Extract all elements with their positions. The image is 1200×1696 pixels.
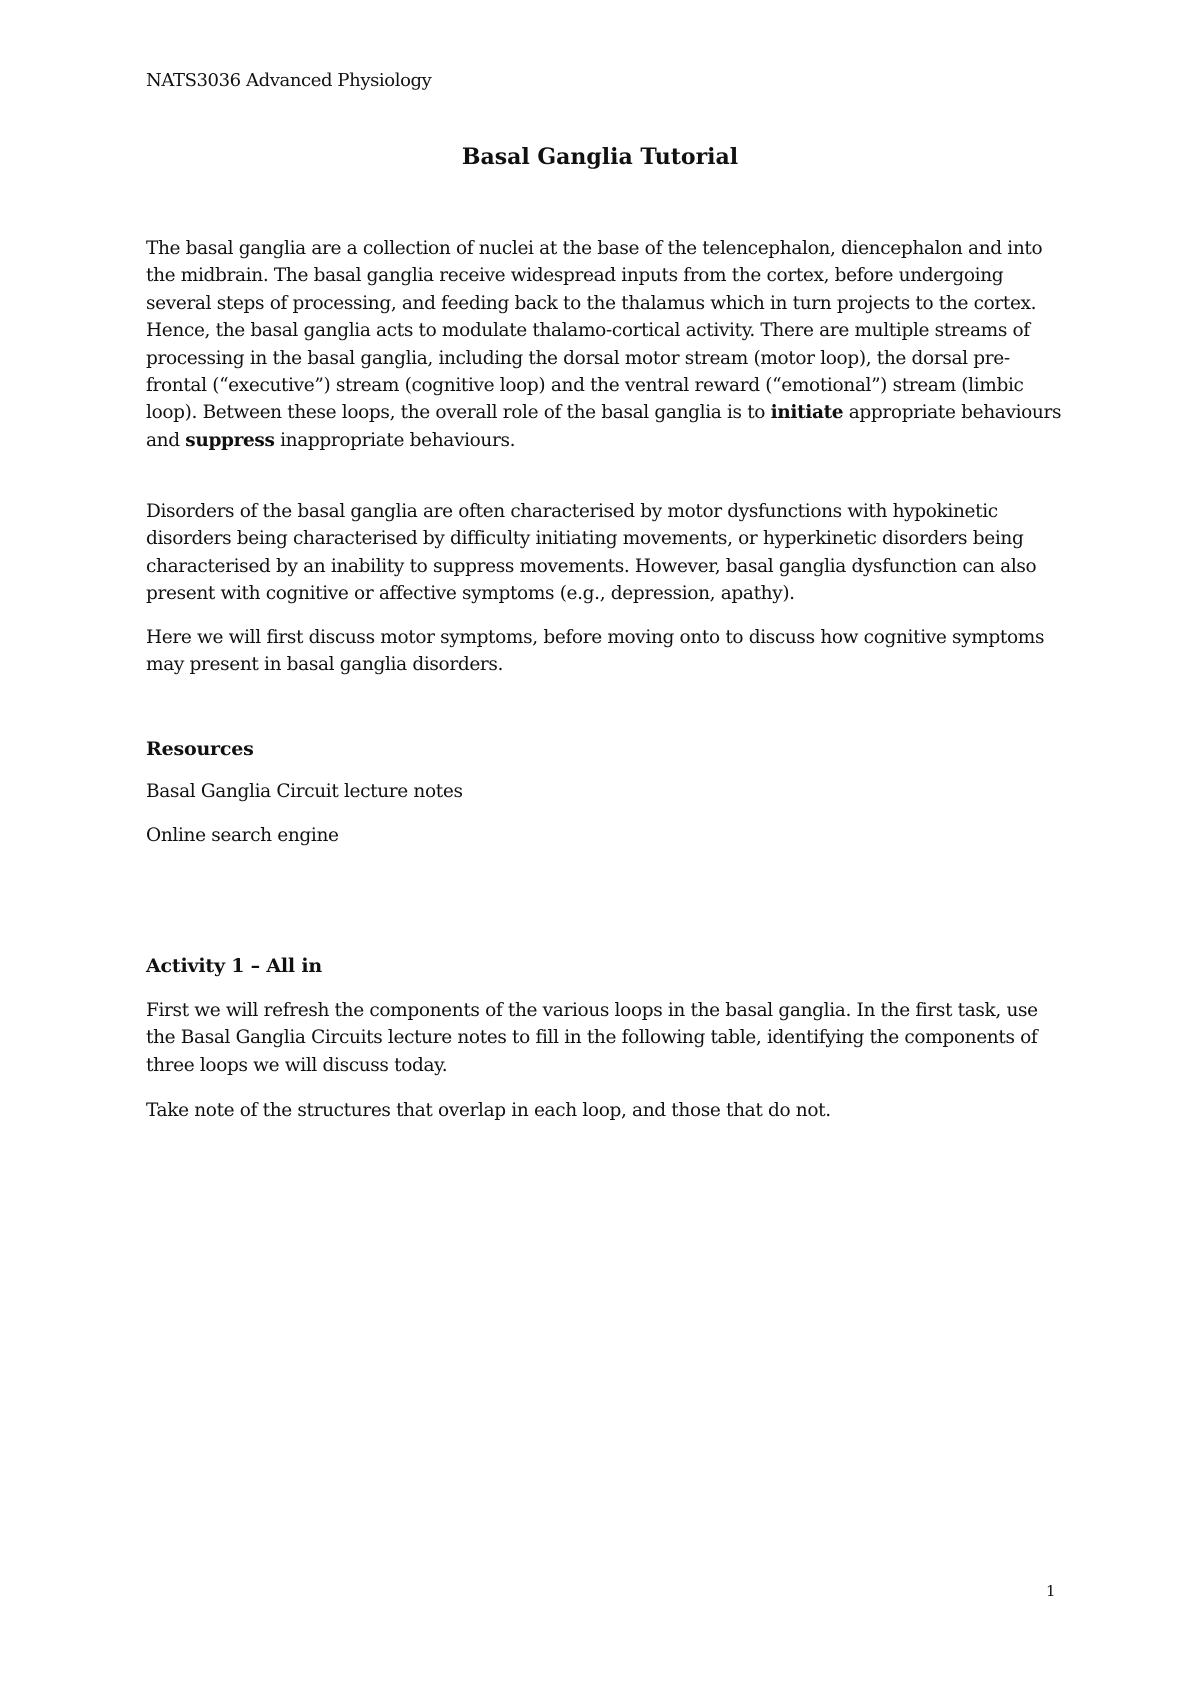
activity1-instructions: First we will refresh the components of the various loops in the basal ganglia. In the first task, use the Basal Ganglia Circuits lecture notes to fill in the following table, identifying the components of three loops we will discuss today. [146, 1000, 1038, 1076]
intro-text-part2: appropriate behaviours and [146, 402, 1062, 451]
disorders-paragraph: Disorders of the basal ganglia are often characterised by motor dysfunctions with hypokinetic disorders being characterised by difficulty initiating movements, or hyperkinetic disorders being characterised by an inability to suppress movements. However, basal ganglia dysfunction can also present with cognitive or affective symptoms (e.g., depression, apathy). [146, 501, 1037, 605]
intro-paragraph [146, 235, 1066, 454]
page-number: 1 [1046, 1582, 1056, 1600]
resources-heading: Resources [146, 738, 254, 760]
intro-bold-initiate: initiate [770, 402, 844, 424]
document-title: Basal Ganglia Tutorial [461, 144, 739, 170]
intro-text-part3: inappropriate behaviours. [274, 429, 516, 451]
intro-bold-suppress: suppress [185, 429, 275, 451]
resource-item: Online search engine [146, 825, 339, 846]
overview-paragraph: Here we will first discuss motor symptoms, before moving onto to discuss how cognitive symptoms may present in basal ganglia disorders. [146, 627, 1045, 676]
activity1-note: Take note of the structures that overlap in each loop, and those that do not. [146, 1100, 831, 1121]
activity1-heading: Activity 1 – All in [146, 955, 322, 977]
resource-item: Basal Ganglia Circuit lecture notes [146, 781, 463, 802]
intro-text-part1: The basal ganglia are a collection of nuclei at the base of the telencephalon, diencephalon and into the midbrain. The basal ganglia receive widespread inputs from the cortex, before undergoing several steps of processing, and feeding back to the thalamus which in turn projects to the cortex. Hence, the basal ganglia acts to modulate thalamo-cortical activity. There are multiple streams of processing in the basal ganglia, including the dorsal motor stream (motor loop), the dorsal pre-frontal (“executive”) stream (cognitive loop) and the ventral reward (“emotional”) stream (limbic loop). Between these loops, the overall role of the basal ganglia is to [146, 238, 1043, 424]
page-header: NATS3036 Advanced Physiology [146, 70, 432, 91]
